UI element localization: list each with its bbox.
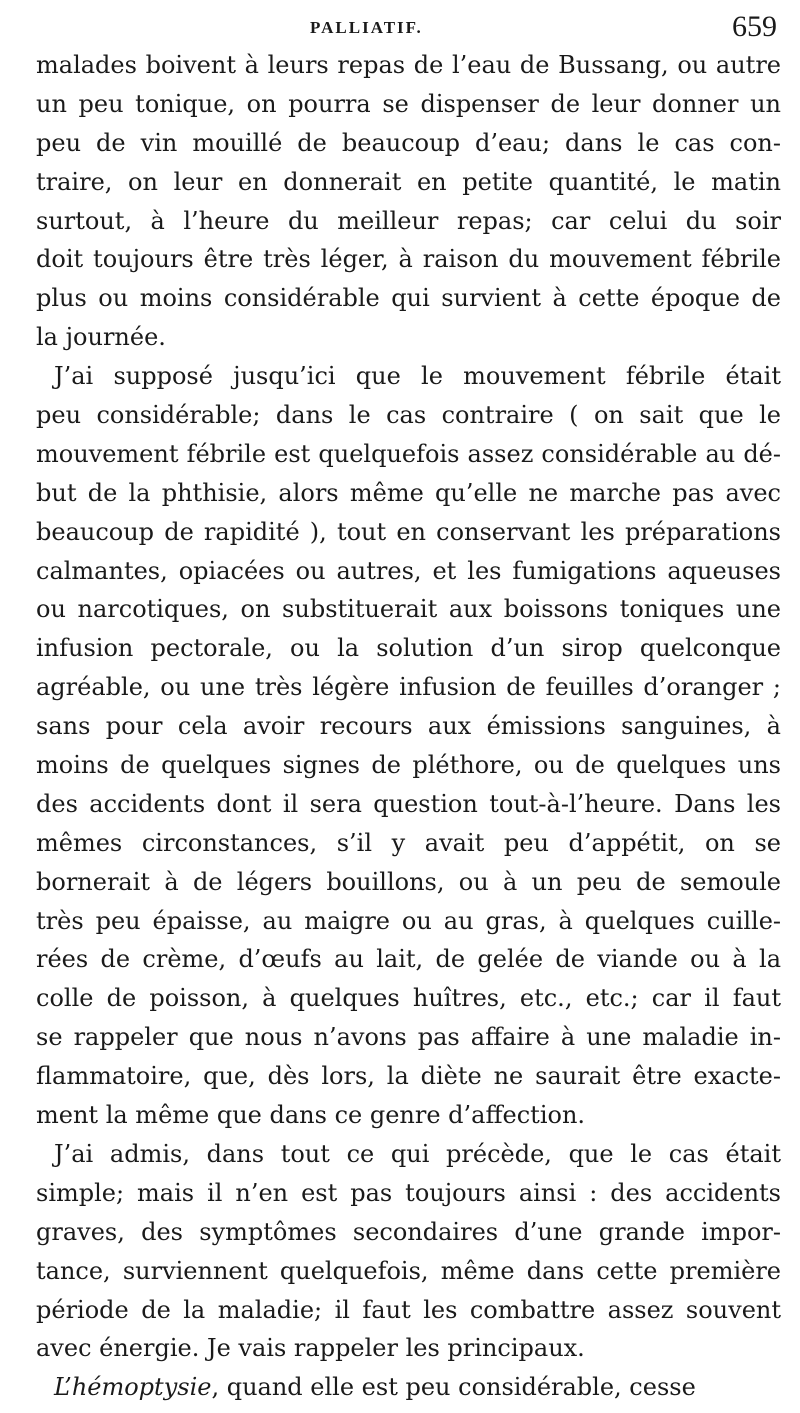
text-line: mouvement fébrile est quelquefois assez considérable au dé- <box>36 439 781 468</box>
page-header <box>0 10 800 50</box>
text-line: surtout, à l’heure du meilleur repas; car celui du soir <box>36 206 781 235</box>
text-line: période de la maladie; il faut les combattre assez souvent <box>36 1295 781 1324</box>
text-line: infusion pectorale, ou la solution d’un sirop quelconque <box>36 634 781 663</box>
text-line: un peu tonique, on pourra se dispenser de leur donner un <box>36 89 781 118</box>
text-line: J’ai admis, dans tout ce qui précède, que le cas était <box>54 1139 781 1168</box>
text-line: ou narcotiques, on substituerait aux boissons toniques une <box>36 595 781 624</box>
text-line: la journée. <box>36 323 166 352</box>
running-head: PALLIATIF. <box>310 18 423 37</box>
italic-term: L’hémoptysie <box>54 1373 212 1402</box>
text-line: bornerait à de légers bouillons, ou à un peu de semoule <box>36 867 781 896</box>
text-line: des accidents dont il sera question tout-à-l’heure. Dans les <box>36 789 781 818</box>
text-line: avec énergie. Je vais rappeler les principaux. <box>36 1334 585 1363</box>
text-fragment: , quand elle est peu considérable, cesse <box>211 1373 696 1402</box>
text-line: ment la même que dans ce genre d’affection. <box>36 1101 586 1130</box>
text-line: flammatoire, que, dès lors, la diète ne saurait être exacte- <box>36 1062 781 1091</box>
text-line: très peu épaisse, au maigre ou au gras, à quelques cuille- <box>36 906 781 935</box>
text-line: tance, surviennent quelquefois, même dans cette première <box>36 1256 781 1285</box>
text-line: J’ai supposé jusqu’ici que le mouvement fébrile était <box>54 362 781 391</box>
text-line: but de la phthisie, alors même qu’elle ne marche pas avec <box>36 478 781 507</box>
text-line: mêmes circonstances, s’il y avait peu d’appétit, on se <box>36 828 781 857</box>
text-line <box>36 1368 781 1407</box>
text-line: colle de poisson, à quelques huîtres, etc., etc.; car il faut <box>36 984 781 1013</box>
text-line: plus ou moins considérable qui survient à cette époque de <box>36 284 781 313</box>
text-line: graves, des symptômes secondaires d’une grande impor- <box>36 1217 781 1246</box>
text-line: peu de vin mouillé de beaucoup d’eau; dans le cas con- <box>36 128 781 157</box>
text-line: malades boivent à leurs repas de l’eau de Bussang, ou autre <box>36 51 781 79</box>
text-line: agréable, ou une très légère infusion de feuilles d’oranger ; <box>36 673 781 702</box>
text-line: rées de crème, d’œufs au lait, de gelée de viande ou à la <box>36 945 781 974</box>
text-line: moins de quelques signes de pléthore, ou de quelques uns <box>36 751 781 780</box>
text-line: doit toujours être très léger, à raison du mouvement fébrile <box>36 245 781 274</box>
text-line: beaucoup de rapidité ), tout en conservant les préparations <box>36 517 781 546</box>
text-line: simple; mais il n’en est pas toujours ainsi : des accidents <box>36 1178 781 1207</box>
text-line: traire, on leur en donnerait en petite quantité, le matin <box>36 167 781 196</box>
text-line: sans pour cela avoir recours aux émissions sanguines, à <box>36 712 781 741</box>
page-number: 659 <box>732 10 777 43</box>
body-text <box>36 46 781 1407</box>
text-line: calmantes, opiacées ou autres, et les fumigations aqueuses <box>36 556 781 585</box>
text-line: se rappeler que nous n’avons pas affaire à une maladie in- <box>36 1023 781 1052</box>
text-line: peu considérable; dans le cas contraire ( on sait que le <box>36 401 781 430</box>
